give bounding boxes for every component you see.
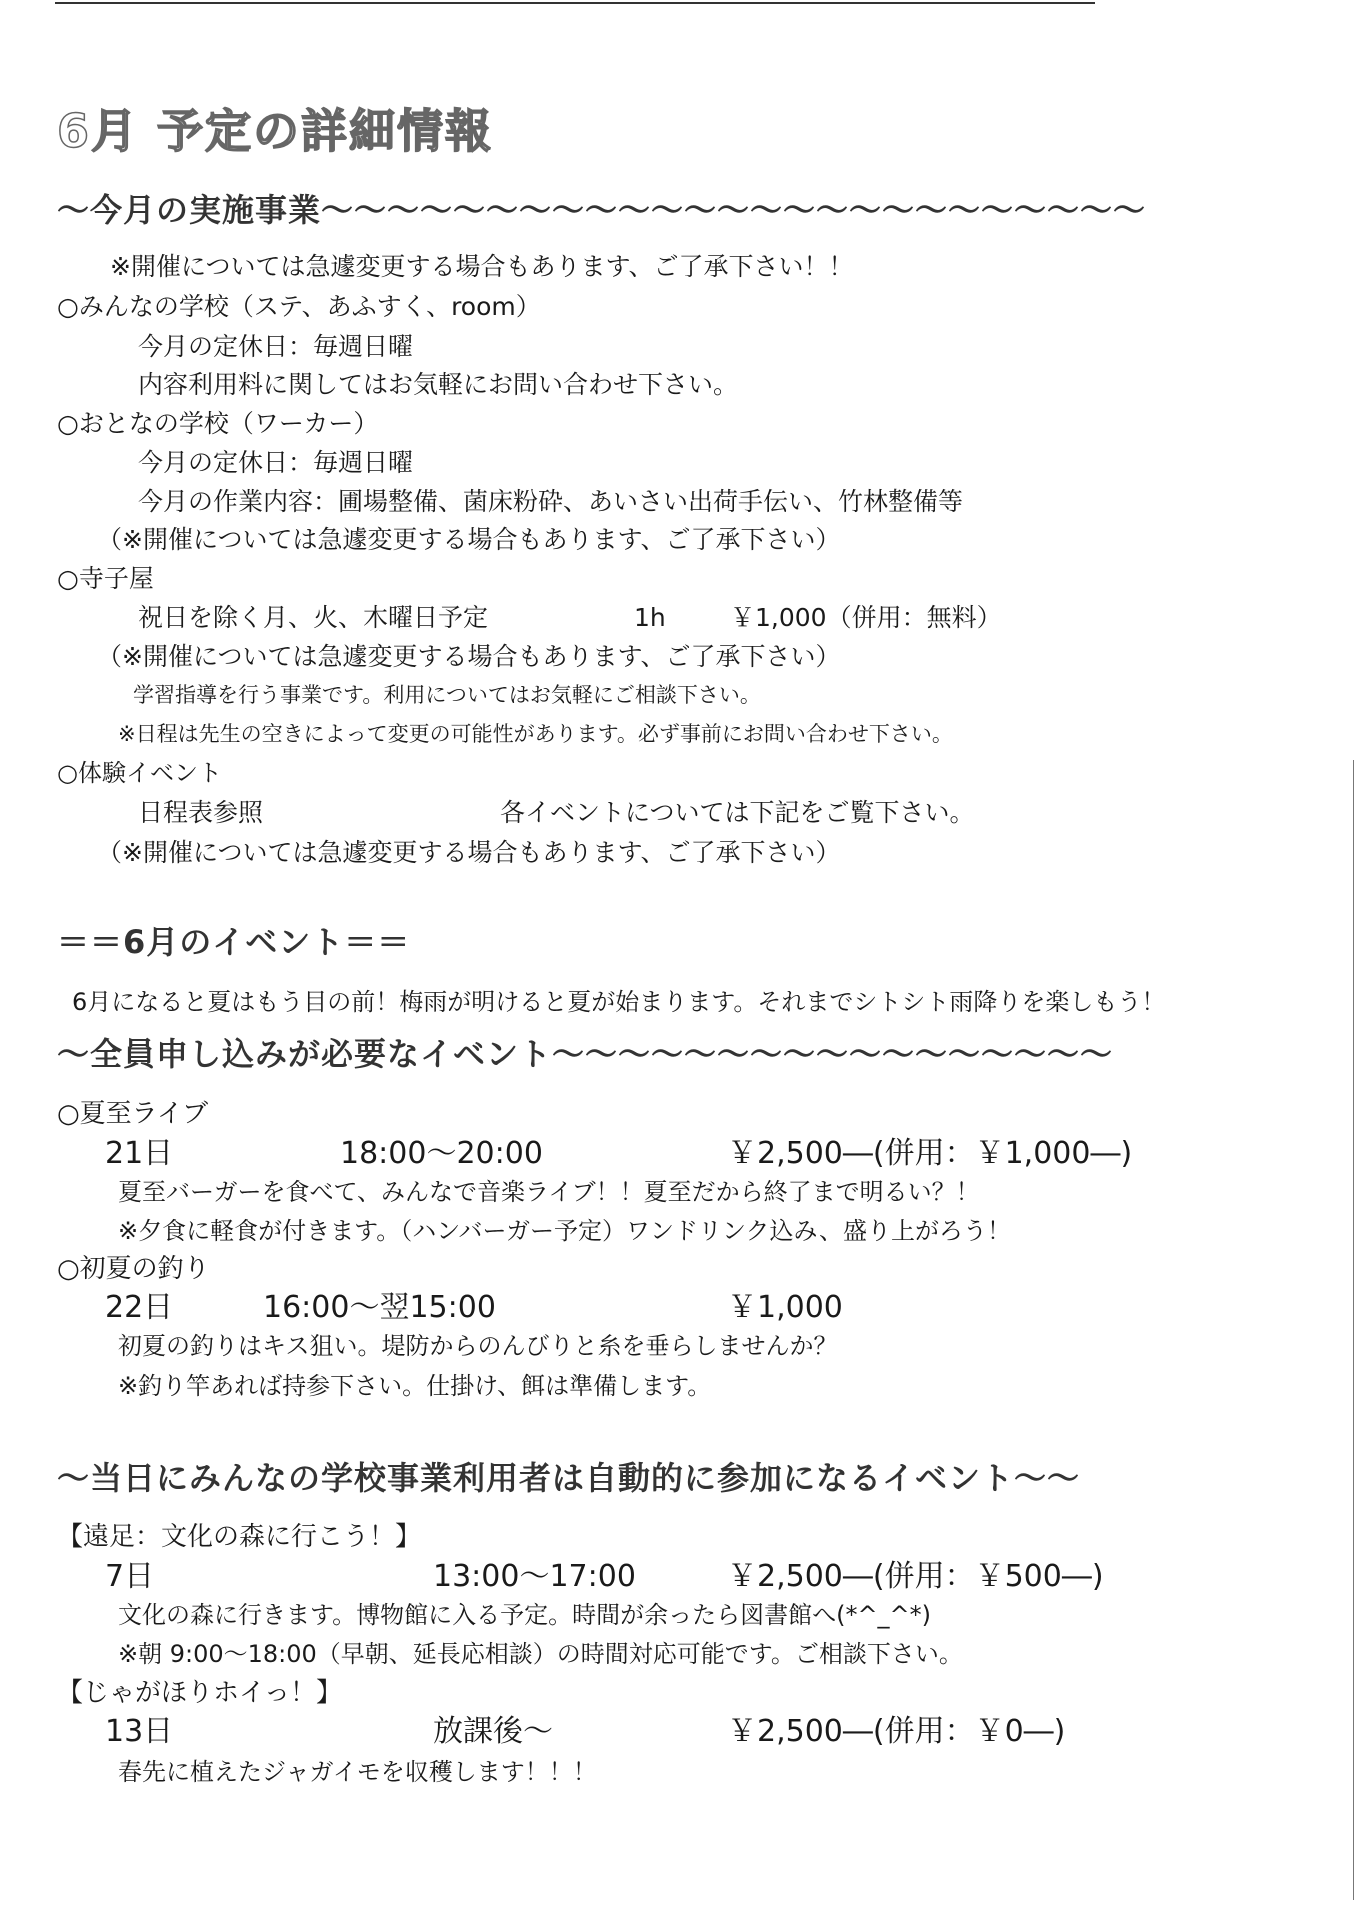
geshi-time: 18:00～20:00 — [340, 1136, 543, 1171]
events-heading: ＝＝6月のイベント＝＝ — [57, 923, 411, 961]
auto-heading: ～当日にみんなの学校事業利用者は自動的に参加になるイベント～～ — [57, 1459, 1081, 1497]
ensoku-date: 7日 — [105, 1559, 155, 1594]
ensoku-desc: 文化の森に行きます。博物館に入る予定。時間が余ったら図書館へ(*^_^*) — [118, 1601, 932, 1629]
taiken-desc: 各イベントについては下記をご覧下さい。 — [500, 798, 975, 827]
taiken-notice: （※開催については急遽変更する場合もあります、ご了承下さい） — [97, 838, 841, 867]
geshi-desc: 夏至バーガーを食べて、みんなで音楽ライブ！！夏至だから終了まで明るい？！ — [118, 1178, 980, 1206]
jaga-name: 【じゃがほりホイっ！】 — [57, 1678, 342, 1708]
tsuri-time: 16:00～翌15:00 — [263, 1290, 496, 1325]
programs-heading: ～今月の実施事業～～～～～～～～～～～～～～～～～～～～～～～～～ — [57, 191, 1147, 229]
tsuri-note: ※釣り竿あれば持参下さい。仕掛け、餌は準備します。 — [118, 1372, 712, 1400]
ensoku-price: ￥2,500―(併用：￥500―) — [727, 1559, 1104, 1594]
taiken-schedule: 日程表参照 — [138, 798, 264, 827]
otona-work: 今月の作業内容：圃場整備、菌床粉砕、あいさい出荷手伝い、竹林整備等 — [138, 487, 964, 516]
signup-heading: ～全員申し込みが必要なイベント～～～～～～～～～～～～～～～～～ — [57, 1035, 1114, 1073]
geshi-note: ※夕食に軽食が付きます。（ハンバーガー予定）ワンドリンク込み、盛り上がろう！ — [118, 1217, 1011, 1245]
minna-name: ○みんなの学校（ステ、あふすく、room） — [57, 292, 541, 321]
geshi-name: ○夏至ライブ — [57, 1099, 209, 1129]
terakoya-name: ○寺子屋 — [57, 564, 154, 593]
jaga-desc: 春先に植えたジャガイモを収穫します！！！ — [118, 1758, 597, 1786]
geshi-date: 21日 — [105, 1136, 174, 1171]
terakoya-schedule: 祝日を除く月、火、木曜日予定 — [138, 603, 489, 632]
tsuri-date: 22日 — [105, 1290, 174, 1325]
terakoya-price: ￥1,000（併用：無料） — [730, 603, 1002, 632]
minna-holiday: 今月の定休日：毎週日曜 — [138, 332, 414, 361]
otona-notice: （※開催については急遽変更する場合もあります、ご了承下さい） — [97, 525, 841, 554]
terakoya-notice: （※開催については急遽変更する場合もあります、ご了承下さい） — [97, 642, 841, 671]
ensoku-time: 13:00～17:00 — [433, 1559, 636, 1594]
right-border-line — [1353, 760, 1354, 1900]
terakoya-desc: 学習指導を行う事業です。利用についてはお気軽にご相談下さい。 — [133, 683, 761, 707]
minna-fee-note: 内容利用料に関してはお気軽にお問い合わせ下さい。 — [138, 370, 739, 399]
otona-name: ○おとなの学校（ワーカー） — [57, 409, 379, 438]
jaga-date: 13日 — [105, 1714, 174, 1749]
tsuri-name: ○初夏の釣り — [57, 1254, 210, 1284]
tsuri-price: ￥1,000 — [727, 1290, 843, 1325]
programs-notice: ※開催については急遽変更する場合もあります、ご了承下さい！！ — [110, 252, 854, 281]
otona-holiday: 今月の定休日：毎週日曜 — [138, 448, 414, 477]
ensoku-note: ※朝 9:00～18:00（早朝、延長応相談）の時間対応可能です。ご相談下さい。 — [118, 1640, 963, 1668]
taiken-name: ○体験イベント — [57, 759, 222, 787]
jaga-time: 放課後～ — [433, 1714, 553, 1749]
terakoya-duration: 1h — [634, 603, 666, 632]
terakoya-note: ※日程は先生の空きによって変更の可能性があります。必ず事前にお問い合わせ下さい。 — [118, 722, 953, 746]
ensoku-name: 【遠足：文化の森に行こう！】 — [57, 1522, 422, 1552]
tsuri-desc: 初夏の釣りはキス狙い。堤防からのんびりと糸を垂らしませんか？ — [118, 1332, 838, 1360]
geshi-price: ￥2,500―(併用：￥1,000―) — [727, 1136, 1133, 1171]
events-intro: 6月になると夏はもう目の前！梅雨が明けると夏が始まります。それまでシトシト雨降りを楽しもう！ — [72, 988, 1166, 1016]
page-title: 6月 予定の詳細情報 — [57, 104, 494, 158]
jaga-price: ￥2,500―(併用：￥0―) — [727, 1714, 1066, 1749]
top-border-line — [55, 2, 1095, 4]
